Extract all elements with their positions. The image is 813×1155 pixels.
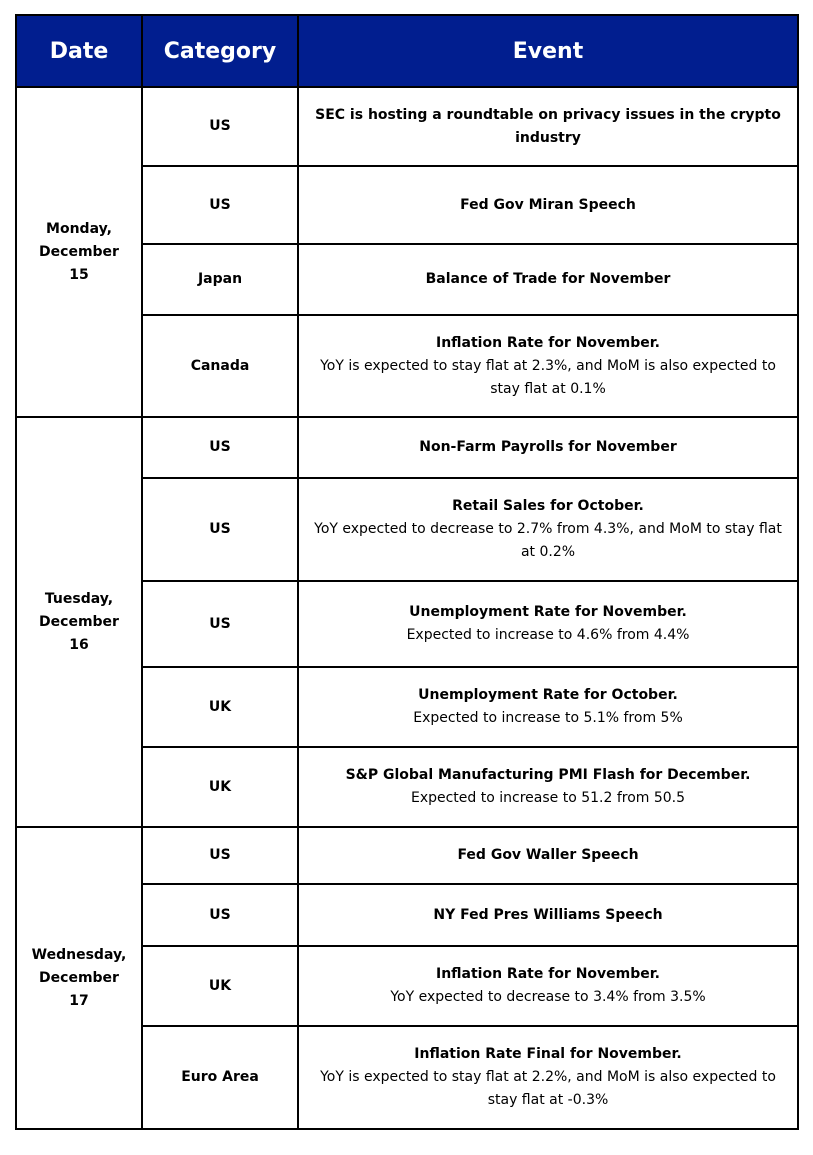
event-cell — [298, 946, 798, 1026]
category-cell: Euro Area — [142, 1026, 298, 1129]
category-cell: US — [142, 478, 298, 581]
date-line: 15 — [69, 266, 89, 283]
event-title: SEC is hosting a roundtable on privacy issues in the crypto industry — [315, 106, 781, 146]
event-cell — [298, 827, 798, 884]
category-cell: US — [142, 827, 298, 884]
event-title: Fed Gov Miran Speech — [460, 196, 636, 213]
event-title: NY Fed Pres Williams Speech — [433, 906, 663, 923]
event-title: Fed Gov Waller Speech — [457, 847, 639, 863]
event-detail: YoY expected to decrease to 2.7% from 4.3%, and MoM to stay flat at 0.2% — [314, 521, 782, 560]
table-row — [16, 827, 798, 884]
date-cell — [16, 87, 142, 417]
date-line: December — [39, 969, 119, 986]
date-cell — [16, 417, 142, 827]
event-detail: Expected to increase to 4.6% from 4.4% — [406, 627, 690, 643]
header-date: Date — [16, 15, 142, 87]
event-detail: YoY expected to decrease to 3.4% from 3.5% — [390, 989, 706, 1005]
event-title: Inflation Rate for November. — [435, 966, 660, 982]
event-detail: YoY is expected to stay flat at 2.2%, and MoM is also expected to stay flat at -0.3% — [320, 1069, 776, 1108]
event-title: Unemployment Rate for October. — [418, 687, 678, 703]
category-cell: US — [142, 884, 298, 946]
event-cell — [298, 581, 798, 667]
category-cell: UK — [142, 946, 298, 1026]
date-cell — [16, 827, 142, 1129]
event-cell — [298, 884, 798, 946]
event-cell — [298, 244, 798, 315]
header-event: Event — [298, 15, 798, 87]
table-row — [16, 417, 798, 478]
header-row — [16, 15, 798, 87]
event-detail: Expected to increase to 5.1% from 5% — [413, 710, 683, 726]
event-cell — [298, 417, 798, 478]
event-cell — [298, 315, 798, 417]
date-line: 17 — [69, 992, 89, 1009]
category-cell: US — [142, 581, 298, 667]
economic-calendar-table — [15, 14, 799, 1130]
category-cell: Canada — [142, 315, 298, 417]
category-cell: US — [142, 87, 298, 166]
calendar-body — [16, 87, 798, 1129]
event-cell — [298, 747, 798, 827]
event-cell — [298, 1026, 798, 1129]
event-title: Inflation Rate Final for November. — [414, 1046, 682, 1062]
category-cell: US — [142, 417, 298, 478]
event-detail: Expected to increase to 51.2 from 50.5 — [410, 790, 686, 806]
date-line: Tuesday, — [44, 590, 114, 607]
date-line: December — [39, 243, 119, 260]
event-cell — [298, 87, 798, 166]
category-cell: Japan — [142, 244, 298, 315]
date-line: Wednesday, — [31, 946, 127, 963]
event-cell — [298, 166, 798, 244]
event-title: Non-Farm Payrolls for November — [419, 439, 677, 455]
event-detail: YoY is expected to stay flat at 2.3%, and MoM is also expected to stay flat at 0.1% — [320, 357, 776, 397]
event-title: Retail Sales for October. — [452, 498, 644, 514]
event-title: S&P Global Manufacturing PMI Flash for December. — [345, 767, 751, 783]
event-title: Unemployment Rate for November. — [409, 604, 687, 620]
table-row — [16, 87, 798, 166]
date-line: Monday, — [46, 220, 112, 237]
date-line: 16 — [69, 636, 89, 653]
event-title: Inflation Rate for November. — [435, 334, 660, 351]
category-cell: US — [142, 166, 298, 244]
event-title: Balance of Trade for November — [425, 271, 671, 287]
header-category: Category — [142, 15, 298, 87]
event-cell — [298, 667, 798, 747]
event-cell — [298, 478, 798, 581]
date-line: December — [39, 613, 119, 630]
category-cell: UK — [142, 667, 298, 747]
category-cell: UK — [142, 747, 298, 827]
